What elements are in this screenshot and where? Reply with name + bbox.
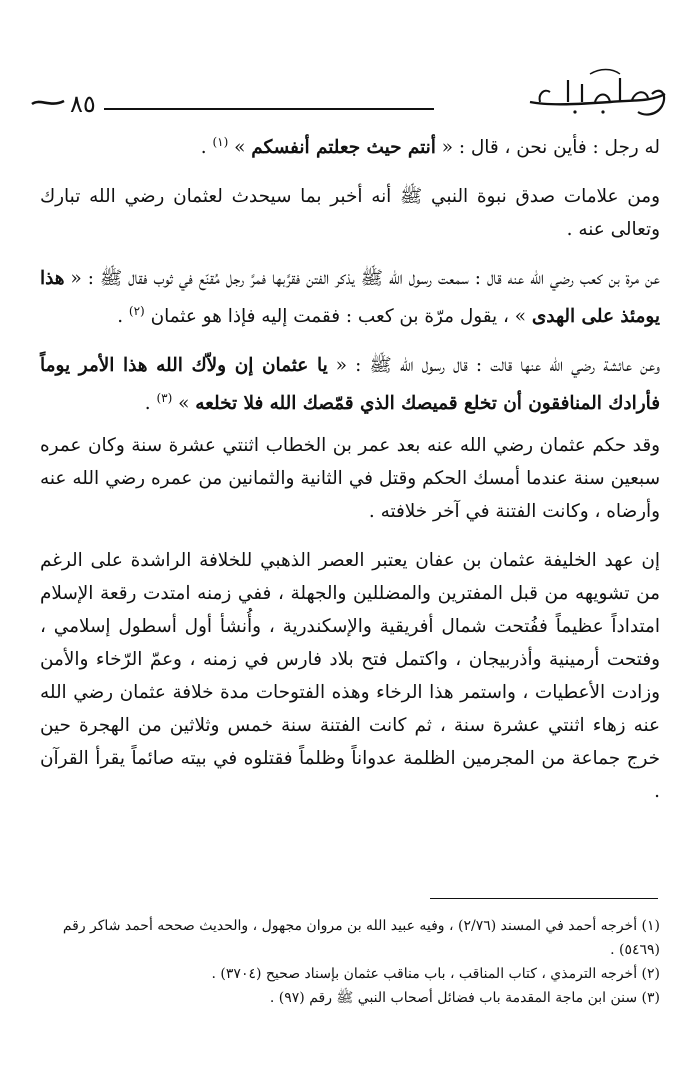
footnote-2: (٢) أخرجه الترمذي ، كتاب المناقب ، باب مناقب عثمان بإسناد صحيح (٣٧٠٤) . [211, 966, 660, 982]
footnote-3: (٣) سنن ابن ماجة المقدمة باب فضائل أصحاب النبي ﷺ رقم (٩٧) . [269, 990, 660, 1006]
footnote-ref-2[interactable]: (٢) [128, 304, 145, 319]
header-rule [104, 108, 434, 110]
paragraph-3-text: عن مرة بن كعب رضي الله عنه قال : سمعت رسول الله ﷺ يذكر الفتن فقرَّبها فمرَّ رجل مُقنّع في ثوب فقال ﷺ : « [64, 268, 660, 290]
page-number: ٨٥ [70, 90, 96, 118]
paragraph-4-close: » [172, 393, 196, 415]
footnote-ref-3[interactable]: (٣) [156, 391, 173, 406]
paragraph-3 [40, 262, 660, 333]
paragraph-6: إن عهد الخليفة عثمان بن عفان يعتبر العصر الذهبي للخلافة الراشدة على الرغم من تشويهه من قبل المفترين والمضللين والجهلة ، ففي زمنه امتدت رقعة الإسلام امتداداً عظيماً ففُتحت شمال أفريقية والإسكندرية ، وأُنشأ أول أسطول إسلامي ، وفتحت أرمينية وأذربيجان ، واكتمل فتح بلاد فارس في زمنه ، وعمّ الرّخاء والأمن وزادت الأعطيات ، واستمر هذا الرخاء وهذه الفتوحات مدة خلافة عثمان رضي الله عنه زهاء اثنتي عشرة سنة ، ثم كانت الفتنة سنة خمس وثلاثين من الهجرة حين خرج جماعة من المجرمين الظلمة عدواناً وظلماً فقتلوه في بيته صائماً يقرأ القرآن . [40, 550, 660, 803]
paragraph-3-end: . [117, 306, 129, 328]
footnotes [40, 914, 660, 1010]
paragraph-4-end: . [144, 393, 157, 415]
paragraph-4-text: وعن عائشة رضي الله عنها قالت : قال رسول الله ﷺ : « [327, 355, 660, 377]
hadith-quote-3: يا عثمان إن ولاّك الله هذا الأمر يوماً فأرادك المنافقون أن تخلع قميصك الذي قمّصك الله فلا تخلعه [40, 355, 660, 415]
paragraph-1-text: له رجل : فأين نحن ، قال : « [435, 137, 660, 159]
paragraph-5: وقد حكم عثمان رضي الله عنه بعد عمر بن الخطاب اثنتي عشرة سنة وكان عمره سبعين سنة عندما أمسك الحكم وقتل في الثانية والثمانين من عمره رضي الله عنه وأرضاه ، وكانت الفتنة في آخر خلافته . [40, 435, 660, 523]
paragraph-3-close: » ، يقول مرّة بن كعب : فقمت إليه فإذا هو عثمان [144, 306, 532, 328]
tilde-ornament-icon [30, 96, 66, 110]
hadith-quote-2: هذا يومئذ على الهدى [40, 268, 660, 328]
main-text [40, 126, 660, 808]
paragraph-1 [40, 126, 660, 164]
paragraph-1-end: . [200, 137, 213, 159]
footnote-1: (١) أخرجه أحمد في المسند (٢/٧٦) ، وفيه عبيد الله بن مروان مجهول ، والحديث صححه أحمد شاكر رقم (٥٤٦٩) . [62, 918, 660, 958]
hadith-quote-1: أنتم حيث جعلتم أنفسكم [251, 137, 436, 159]
chapter-logo-icon [520, 64, 670, 124]
paragraph-1-close: » [228, 137, 252, 159]
footnote-separator [430, 898, 658, 899]
paragraph-4 [40, 349, 660, 420]
page-header [0, 58, 698, 128]
footnote-ref-1[interactable]: (١) [212, 135, 229, 149]
paragraph-2: ومن علامات صدق نبوة النبي ﷺ أنه أخبر بما سيحدث لعثمان رضي الله تبارك وتعالى عنه . [40, 186, 660, 241]
